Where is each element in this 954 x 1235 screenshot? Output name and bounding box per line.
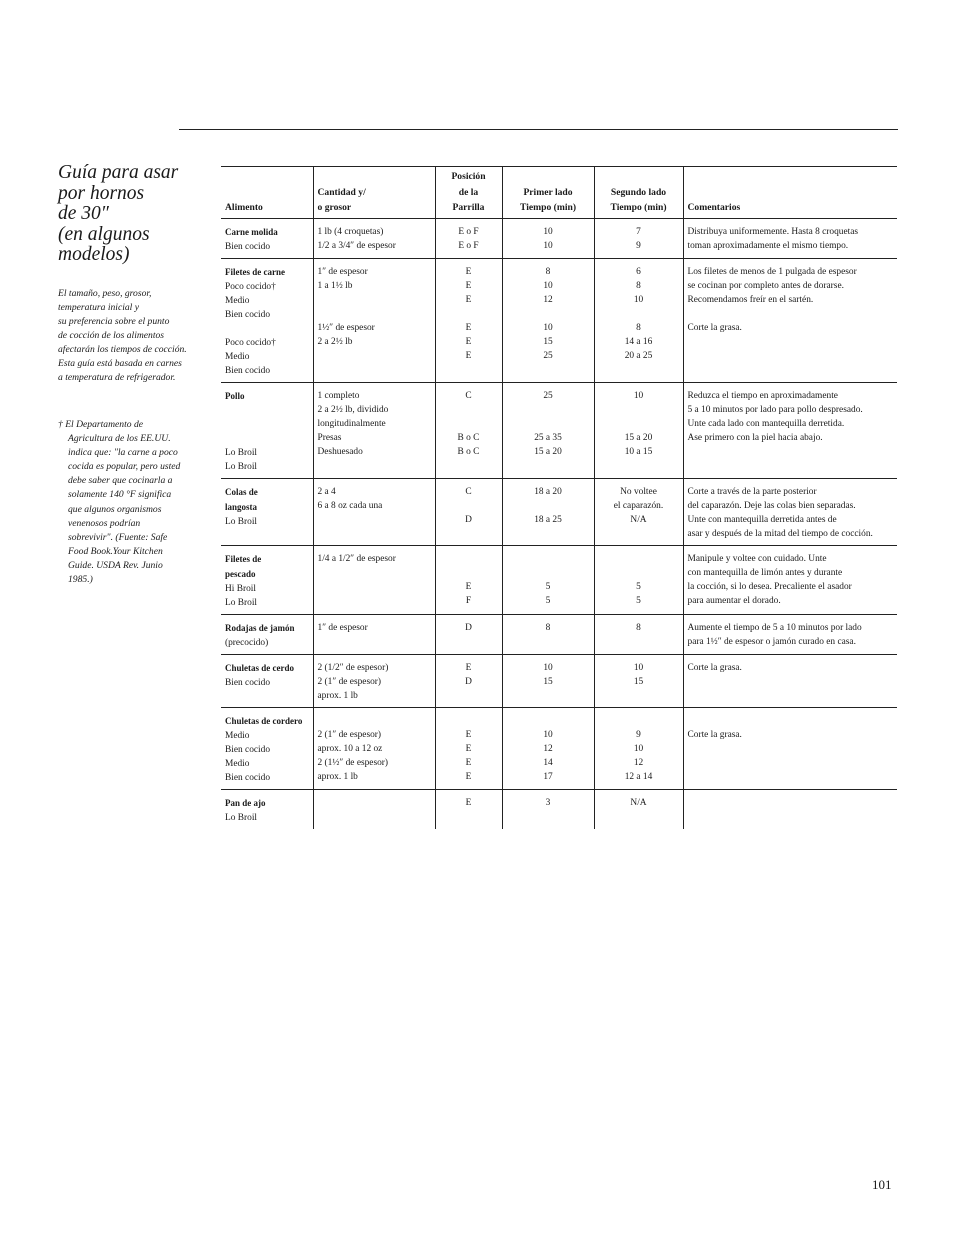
table-row	[221, 707, 897, 789]
food-doneness: Medio Bien cocido Medio Bien cocido	[225, 730, 271, 783]
food-name: Pollo	[225, 390, 245, 401]
rack-position-cell: E	[435, 789, 502, 829]
food-doneness: Lo Broil	[225, 812, 258, 823]
food-name: Chuletas de cerdo	[225, 662, 294, 673]
rack-position-cell: E E E E	[435, 707, 502, 789]
food-doneness: Lo Broil	[225, 516, 258, 527]
food-cell	[221, 218, 313, 258]
rack-position-cell: E E E E E E	[435, 258, 502, 382]
food-cell	[221, 614, 313, 654]
table-row	[221, 382, 897, 478]
comments-cell: Manipule y voltee con cuidado. Unte con mantequilla de limón antes y durante la cocción, si lo desea. Precaliente el asador para aumentar el dorado.	[683, 545, 897, 614]
quantity-cell: 2 (1″ de espesor) aprox. 10 a 12 oz 2 (1½″ de espesor) aprox. 1 lb	[313, 707, 435, 789]
quantity-cell: 2 (1/2″ de espesor) 2 (1″ de espesor) aprox. 1 lb	[313, 654, 435, 707]
rack-position-cell: E F	[435, 545, 502, 614]
first-side-time-cell: 25 25 a 35 15 a 20	[502, 382, 594, 478]
quantity-cell: 1 lb (4 croquetas) 1/2 a 3/4″ de espesor	[313, 218, 435, 258]
food-name: Filetes de carne	[225, 266, 285, 277]
food-doneness: Lo Broil Lo Broil	[225, 447, 258, 472]
first-side-time-cell: 10 15	[502, 654, 594, 707]
quantity-cell: 1 completo 2 a 2½ lb, dividido longitudinalmente Presas Deshuesado	[313, 382, 435, 478]
food-cell	[221, 707, 313, 789]
food-name: Pan de ajo	[225, 797, 266, 808]
comments-cell: Corte la grasa.	[683, 707, 897, 789]
table-row	[221, 478, 897, 545]
comments-cell	[683, 789, 897, 829]
food-doneness: (precocido)	[225, 637, 269, 648]
intro-note: El tamaño, peso, grosor, temperatura inicial y su preferencia sobre el punto de cocción de los alimentos afectarán los tiempos de cocción. Esta guía está basada en carnes a temperatura de refrigerador.	[58, 288, 187, 383]
second-side-time-cell: 9 10 12 12 a 14	[594, 707, 683, 789]
food-doneness: Hi Broil Lo Broil	[225, 583, 258, 608]
rack-position-cell: D	[435, 614, 502, 654]
rack-position-cell: C D	[435, 478, 502, 545]
table-row	[221, 258, 897, 382]
food-cell	[221, 654, 313, 707]
comments-cell: Corte a través de la parte posterior del caparazón. Deje las colas bien separadas. Unte con mantequilla derretida antes de asar y después de la mitad del tiempo de cocción.	[683, 478, 897, 545]
quantity-cell: 1″ de espesor	[313, 614, 435, 654]
header-first-side-time: Primer lado Tiempo (min)	[502, 167, 594, 219]
second-side-time-cell: N/A	[594, 789, 683, 829]
first-side-time-cell: 3	[502, 789, 594, 829]
first-side-time-cell: 10 12 14 17	[502, 707, 594, 789]
comments-cell: Los filetes de menos de 1 pulgada de espesor se cocinan por completo antes de dorarse. Recomendamos freír en el sartén. Corte la grasa.	[683, 258, 897, 382]
table-row	[221, 614, 897, 654]
header-second-side-time: Segundo lado Tiempo (min)	[594, 167, 683, 219]
food-name: Colas de langosta	[225, 486, 258, 512]
header-rack-position: Posición de la Parrilla	[435, 167, 502, 219]
first-side-time-cell: 5 5	[502, 545, 594, 614]
page-number: 101	[872, 1177, 892, 1192]
rack-position-cell: C B o C B o C	[435, 382, 502, 478]
food-cell	[221, 478, 313, 545]
rack-position-cell: E D	[435, 654, 502, 707]
food-doneness: Poco cocido† Medio Bien cocido Poco cocido† Medio Bien cocido	[225, 281, 276, 376]
comments-cell: Corte la grasa.	[683, 654, 897, 707]
top-rule	[179, 129, 898, 130]
comments-cell: Aumente el tiempo de 5 a 10 minutos por lado para 1½″ de espesor o jamón curado en casa.	[683, 614, 897, 654]
header-food: Alimento	[221, 167, 313, 219]
rack-position-cell: E o F E o F	[435, 218, 502, 258]
second-side-time-cell: 10 15	[594, 654, 683, 707]
quantity-cell: 1″ de espesor 1 a 1½ lb 1½″ de espesor 2 a 2½ lb	[313, 258, 435, 382]
table-row	[221, 218, 897, 258]
broiling-guide-table	[221, 166, 897, 829]
food-cell	[221, 789, 313, 829]
food-cell	[221, 545, 313, 614]
food-name: Chuletas de cordero	[225, 715, 303, 726]
table-row	[221, 789, 897, 829]
second-side-time-cell: No voltee el caparazón. N/A	[594, 478, 683, 545]
first-side-time-cell: 8	[502, 614, 594, 654]
food-name: Rodajas de jamón	[225, 622, 295, 633]
quantity-cell: 2 a 4 6 a 8 oz cada una	[313, 478, 435, 545]
second-side-time-cell: 6 8 10 8 14 a 16 20 a 25	[594, 258, 683, 382]
food-doneness: Bien cocido	[225, 241, 271, 252]
food-doneness: Bien cocido	[225, 677, 271, 688]
table-row	[221, 654, 897, 707]
second-side-time-cell: 5 5	[594, 545, 683, 614]
table-header-row	[221, 167, 897, 219]
quantity-cell: 1/4 a 1/2″ de espesor	[313, 545, 435, 614]
header-comments: Comentarios	[683, 167, 897, 219]
food-cell	[221, 382, 313, 478]
food-name: Filetes de pescado	[225, 553, 262, 579]
quantity-cell	[313, 789, 435, 829]
first-side-time-cell: 8 10 12 10 15 25	[502, 258, 594, 382]
table-row	[221, 545, 897, 614]
second-side-time-cell: 10 15 a 20 10 a 15	[594, 382, 683, 478]
second-side-time-cell: 8	[594, 614, 683, 654]
usda-footnote: † El Departamento de Agricultura de los EE.UU. indica que: "la carne a poco cocida es popular, pero usted debe saber que cocinarla a solamente 140 °F significa que algunos organismos venenosos podrían sobrevivir". (Fuente: Safe Food Book.Your Kitchen Guide. USDA Rev. Junio 1985.)	[58, 419, 181, 586]
page-title: Guía para asar por hornos de 30″ (en algunos modelos)	[58, 162, 179, 265]
comments-cell: Distribuya uniformemente. Hasta 8 croquetas toman aproximadamente el mismo tiempo.	[683, 218, 897, 258]
food-name: Carne molida	[225, 226, 278, 237]
header-quantity: Cantidad y/ o grosor	[313, 167, 435, 219]
food-cell	[221, 258, 313, 382]
first-side-time-cell: 18 a 20 18 a 25	[502, 478, 594, 545]
comments-cell: Reduzca el tiempo en aproximadamente 5 a 10 minutos por lado para pollo despresado. Unte cada lado con mantequilla derretida. Ase primero con la piel hacia abajo.	[683, 382, 897, 478]
second-side-time-cell: 7 9	[594, 218, 683, 258]
first-side-time-cell: 10 10	[502, 218, 594, 258]
